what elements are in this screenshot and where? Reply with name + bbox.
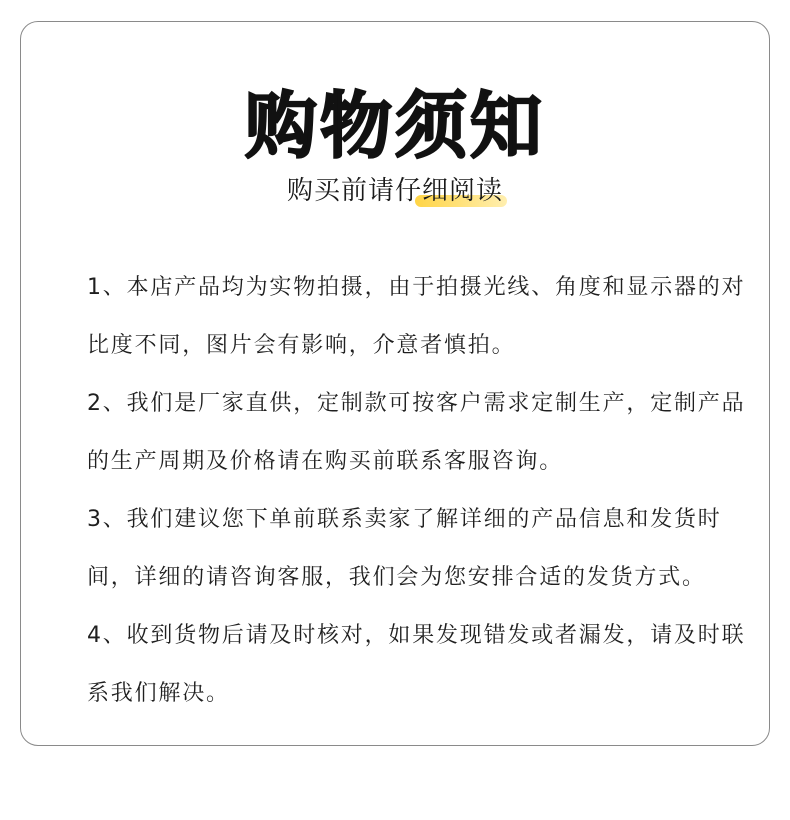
shopping-notice-card <box>20 21 770 746</box>
notice-item: 4、收到货物后请及时核对，如果发现错发或者漏发，请及时联系我们解决。 <box>87 623 746 706</box>
notice-subtitle <box>287 173 503 209</box>
notice-subtitle-wrapper <box>21 173 769 209</box>
notice-item: 3、我们建议您下单前联系卖家了解详细的产品信息和发货时间，详细的请咨询客服，我们会为您安排合适的发货方式。 <box>87 507 722 590</box>
notice-subtitle-text: 购买前请仔细阅读 <box>286 176 503 206</box>
notice-item: 2、我们是厂家直供，定制款可按客户需求定制生产，定制产品的生产周期及价格请在购买前联系客服咨询。 <box>87 391 746 474</box>
notice-item: 1、本店产品均为实物拍摄，由于拍摄光线、角度和显示器的对比度不同，图片会有影响，介意者慎拍。 <box>87 275 746 358</box>
notice-title: 购物须知 <box>244 84 545 168</box>
notice-list <box>87 259 757 723</box>
